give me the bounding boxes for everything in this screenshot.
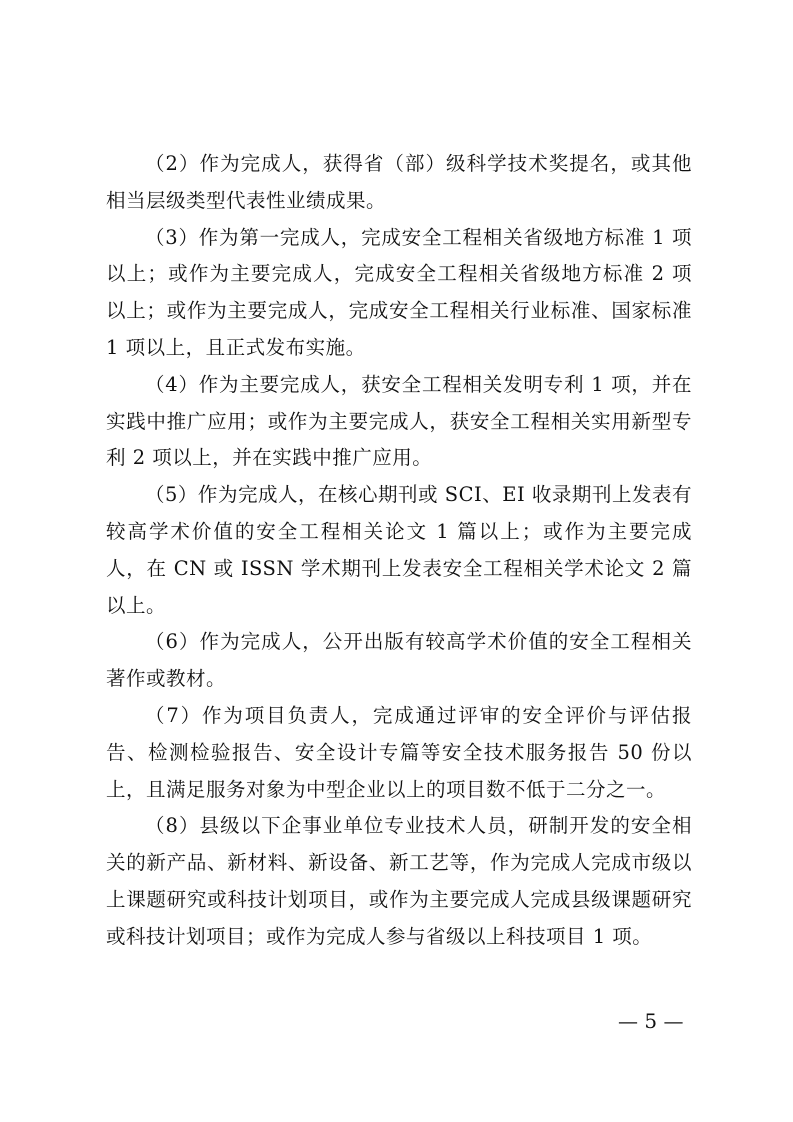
- paragraph-item-2: （2）作为完成人，获得省（部）级科学技术奖提名，或其他相当层级类型代表性业绩成果。: [106, 152, 692, 212]
- paragraph-item-7: （7）作为项目负责人，完成通过评审的安全评价与评估报告、检测检验报告、安全设计专篇等安全技术服务报告 50 份以上，且满足服务对象为中型企业以上的项目数不低于二分之一。: [106, 703, 692, 801]
- paragraph-item-8: （8）县级以下企事业单位专业技术人员，研制开发的安全相关的新产品、新材料、新设备、新工艺等，作为完成人完成市级以上课题研究或科技计划项目，或作为主要完成人完成县级课题研究或科技计划项目；或作为完成人参与省级以上科技项目 1 项。: [106, 814, 692, 948]
- page-number: — 5 —: [618, 1009, 684, 1033]
- document-body: [106, 146, 692, 956]
- paragraph-item-3: （3）作为第一完成人，完成安全工程相关省级地方标准 1 项以上；或作为主要完成人，完成安全工程相关省级地方标准 2 项以上；或作为主要完成人，完成安全工程相关行业标准、国家标准 1 项以上，且正式发布实施。: [106, 225, 692, 359]
- paragraph-item-4: （4）作为主要完成人，获安全工程相关发明专利 1 项，并在实践中推广应用；或作为主要完成人，获安全工程相关实用新型专利 2 项以上，并在实践中推广应用。: [106, 372, 692, 470]
- paragraph-item-5: （5）作为完成人，在核心期刊或 SCI、EI 收录期刊上发表有较高学术价值的安全工程相关论文 1 篇以上；或作为主要完成人，在 CN 或 ISSN 学术期刊上发表安全工程相关学术论文 2 篇以上。: [106, 483, 692, 617]
- paragraph-item-6: （6）作为完成人，公开出版有较高学术价值的安全工程相关著作或教材。: [106, 630, 692, 691]
